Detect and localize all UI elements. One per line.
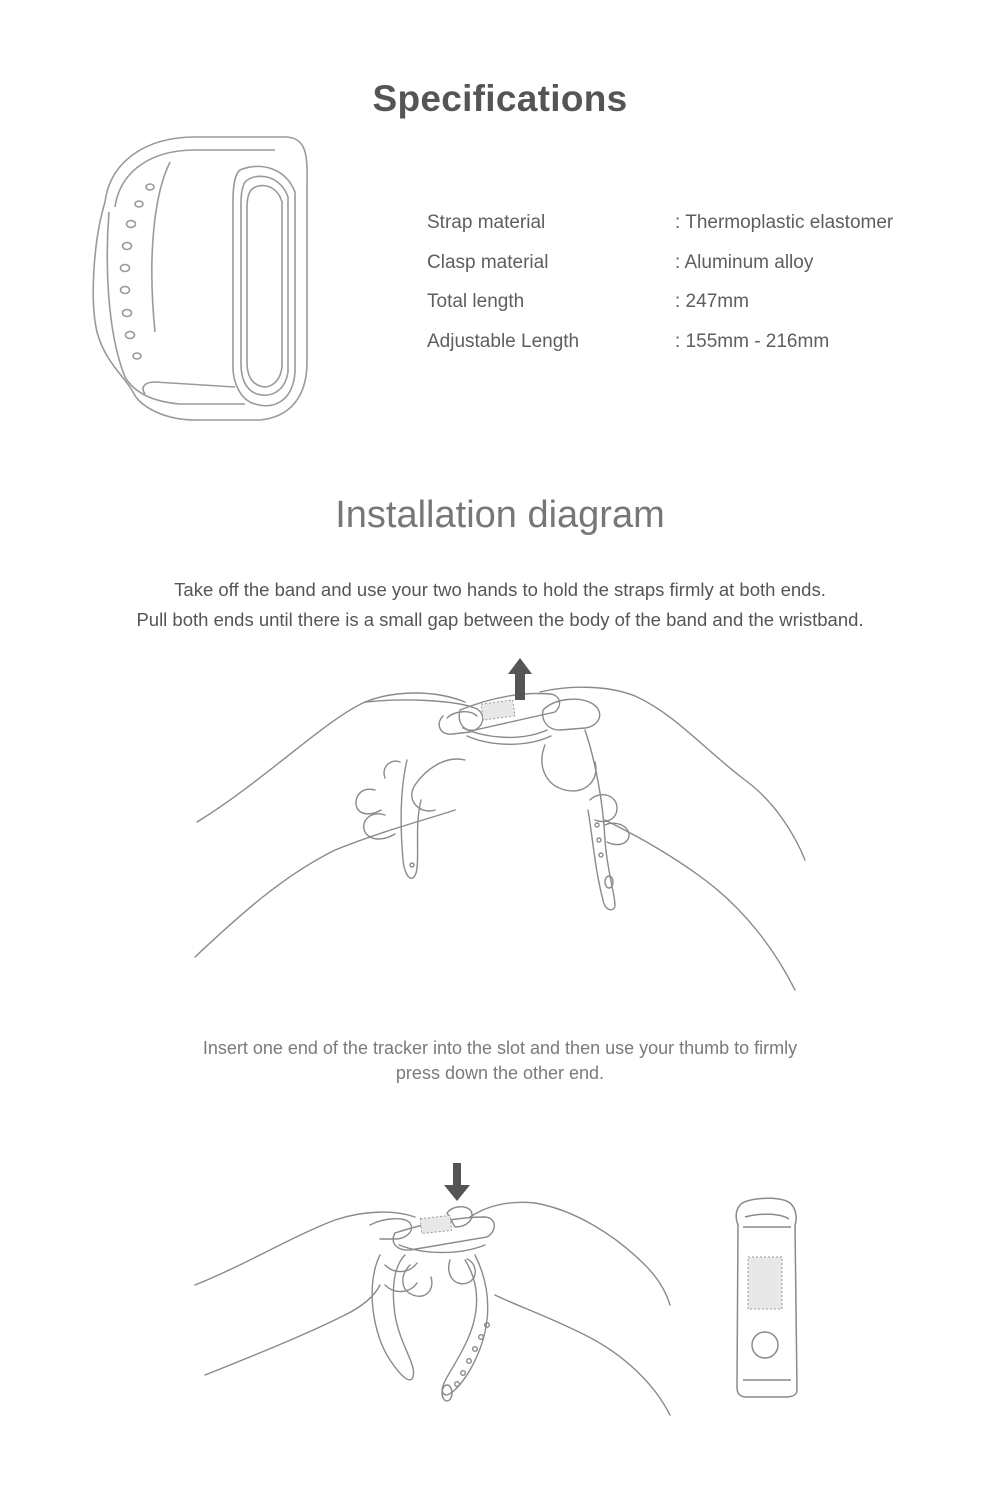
- step2-instructions: [100, 1036, 900, 1086]
- spec-value: : 155mm - 216mm: [675, 330, 830, 352]
- band-illustration: [85, 132, 325, 442]
- spec-value: : Thermoplastic elastomer: [675, 212, 894, 233]
- arrow-down-icon: [444, 1163, 470, 1201]
- press-tracker-illustration: [185, 1155, 685, 1425]
- spec-label: Adjustable Length: [427, 330, 580, 352]
- spec-label: Clasp material: [427, 251, 549, 273]
- step1-line1: Take off the band and use your two hands to hold the straps firmly at both ends.: [174, 579, 826, 600]
- spec-value: : Aluminum alloy: [675, 251, 814, 273]
- spec-row: [427, 210, 893, 250]
- spec-row: [427, 250, 893, 290]
- spec-table: [427, 210, 893, 368]
- spec-value: : 247mm: [675, 291, 749, 312]
- step2-line2: press down the other end.: [395, 1063, 605, 1083]
- installation-title: Installation diagram: [335, 494, 665, 536]
- pull-straps-illustration: [185, 650, 815, 1000]
- spec-label: Strap material: [427, 212, 546, 233]
- tracker-front-view: [725, 1195, 815, 1400]
- spec-row: [427, 329, 893, 369]
- specifications-title: Specifications: [372, 78, 628, 119]
- step2-line1: Insert one end of the tracker into the slot and then use your thumb to firmly: [202, 1038, 798, 1058]
- step1-line2: Pull both ends until there is a small gap between the body of the band and the wristband.: [136, 609, 864, 630]
- spec-label: Total length: [427, 291, 525, 312]
- step1-instructions: [40, 575, 960, 635]
- spec-row: [427, 289, 893, 329]
